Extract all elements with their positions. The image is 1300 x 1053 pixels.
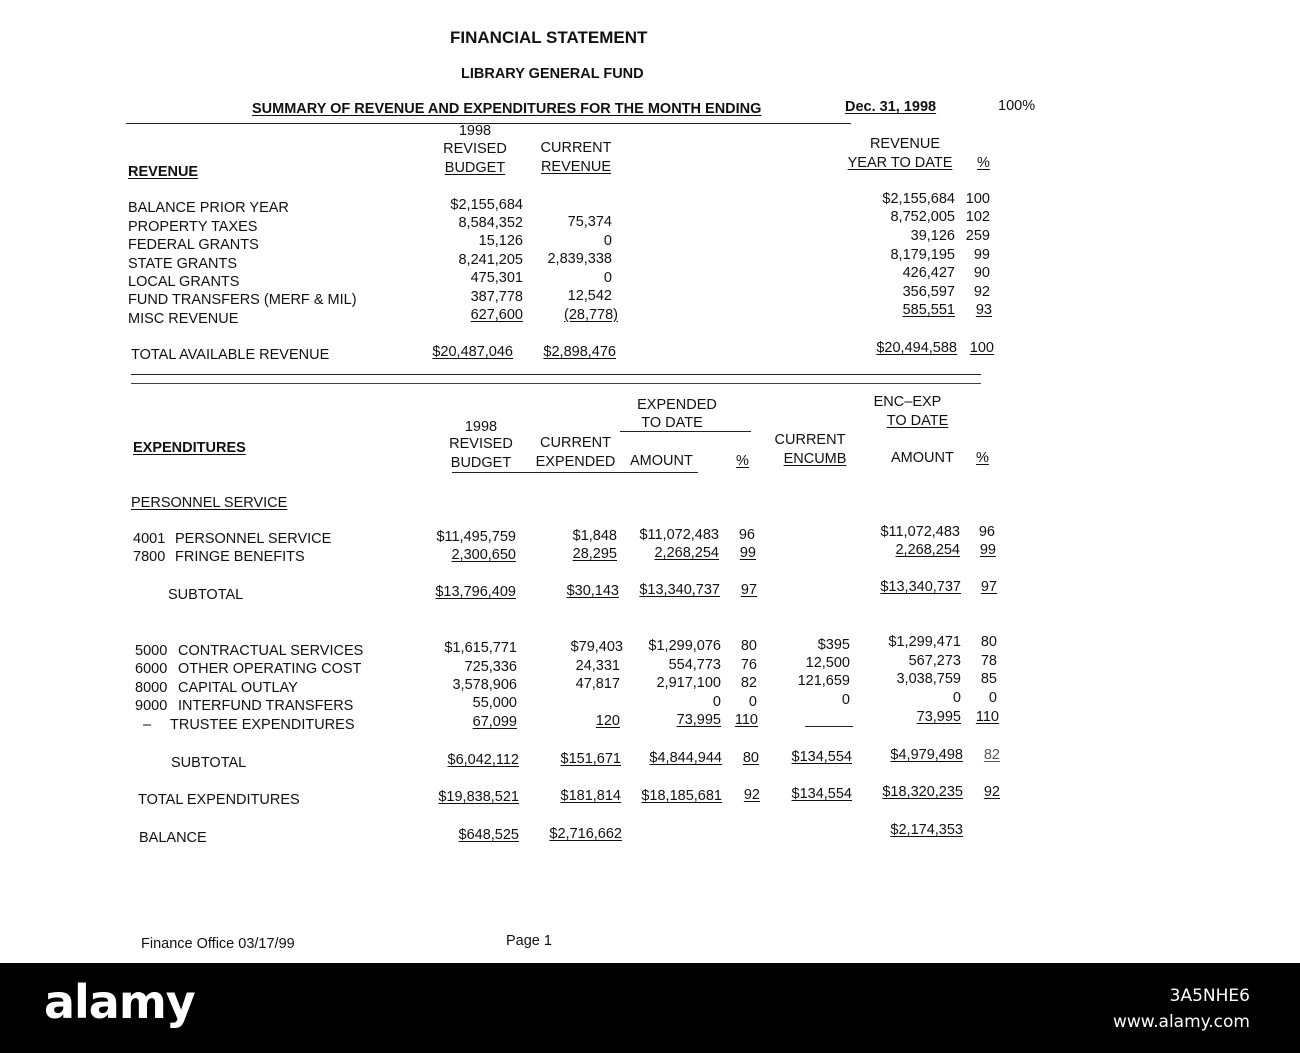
total-exp-budget: $19,838,521 — [438, 789, 519, 805]
exp-col-encpct: % — [976, 450, 989, 466]
balance-encamount: $2,174,353 — [890, 822, 963, 838]
exp-row-label: OTHER OPERATING COST — [178, 661, 362, 677]
exp-col-encumb-1: CURRENT — [774, 432, 846, 448]
rev-row-budget: 8,584,352 — [458, 215, 523, 231]
exp-row-encpct: 110 — [975, 709, 999, 725]
rev-row-label: FEDERAL GRANTS — [128, 237, 259, 253]
rev-row-ytd: 8,179,195 — [890, 247, 955, 263]
revenue-heading: REVENUE — [128, 164, 199, 180]
watermark-brand: alamy — [44, 975, 195, 1029]
rev-row-ytd: 8,752,005 — [890, 209, 955, 225]
total-exp-amount: $18,185,681 — [641, 788, 722, 804]
exp-row-budget: $11,495,759 — [436, 529, 516, 545]
exp-row-encpct: 96 — [978, 524, 995, 540]
rev-col-pct: % — [977, 155, 990, 171]
page-title: FINANCIAL STATEMENT — [450, 28, 648, 47]
rev-row-pct: 100 — [965, 191, 990, 207]
exp-col-encumb-2: ENCUMB — [783, 451, 847, 467]
rev-row-label: STATE GRANTS — [128, 256, 238, 272]
exp-row-budget: 67,099 — [472, 714, 517, 730]
exp-row-encpct: 99 — [979, 542, 996, 558]
rev-col-ytd-1: REVENUE — [869, 136, 941, 152]
rev-row-budget: 15,126 — [478, 233, 523, 249]
rev-total-current: $2,898,476 — [543, 344, 616, 360]
personnel-subtotal-amount: $13,340,737 — [639, 582, 720, 598]
rev-row-pct: 259 — [965, 228, 990, 244]
exp-header-rule — [452, 472, 698, 473]
rev-row-pct: 99 — [973, 247, 990, 263]
section-divider — [131, 374, 981, 375]
exp-row-encamount: $1,299,471 — [888, 634, 961, 650]
exp-row-current: 28,295 — [572, 546, 617, 562]
exp-row-code: – — [143, 717, 152, 733]
rev-col-budget-revised: REVISED — [443, 141, 507, 157]
personnel-subtotal-encpct: 97 — [980, 579, 997, 595]
exp-col-encexp-1: ENC–EXP — [873, 394, 942, 410]
exp-row-encpct: 85 — [980, 671, 997, 687]
rev-total-label: TOTAL AVAILABLE REVENUE — [131, 347, 330, 363]
exp-row-pct: 96 — [738, 527, 755, 543]
watermark-url: www.alamy.com — [1112, 1012, 1250, 1032]
exp-row-label: CAPITAL OUTLAY — [178, 680, 298, 696]
exp-row-encumb: 0 — [841, 692, 850, 708]
exp-row-code: 7800 — [133, 549, 166, 565]
rev-row-current: (28,778) — [563, 307, 618, 323]
total-exp-encpct: 92 — [983, 784, 1000, 800]
exp-col-encamount: AMOUNT — [891, 450, 954, 466]
rev-row-label: MISC REVENUE — [128, 311, 239, 327]
rev-total-ytd: $20,494,588 — [876, 340, 957, 356]
total-exp-current: $181,814 — [560, 788, 621, 804]
exp-row-budget: $1,615,771 — [444, 640, 517, 656]
total-exp-pct: 92 — [743, 787, 760, 803]
exp-col-encexp-2: TO DATE — [886, 413, 949, 429]
exp-row-code: 4001 — [133, 531, 166, 547]
rev-total-pct: 100 — [969, 340, 994, 356]
exp-row-pct: 82 — [740, 675, 757, 691]
exp-row-budget: 55,000 — [472, 695, 517, 711]
expenditures-heading: EXPENDITURES — [133, 440, 246, 456]
exp-row-pct: 76 — [740, 657, 757, 673]
watermark-band — [0, 963, 1300, 1053]
rev-row-ytd: 39,126 — [910, 228, 955, 244]
rev-row-budget: 627,600 — [470, 307, 523, 323]
personnel-subtotal-current: $30,143 — [566, 583, 619, 599]
personnel-heading: PERSONNEL SERVICE — [131, 495, 288, 511]
percent-elapsed: 100% — [998, 98, 1036, 114]
rev-row-ytd: 426,427 — [902, 265, 955, 281]
balance-label: BALANCE — [139, 830, 207, 846]
exp-row-encpct: 0 — [988, 690, 997, 706]
personnel-subtotal-budget: $13,796,409 — [435, 584, 516, 600]
exp-col-current-2: EXPENDED — [535, 454, 616, 470]
other-subtotal-budget: $6,042,112 — [447, 752, 519, 768]
exp-col-budget-label: BUDGET — [450, 455, 512, 471]
exp-row-amount: 2,268,254 — [654, 545, 719, 561]
exp-row-label: INTERFUND TRANSFERS — [178, 698, 354, 714]
balance-budget: $648,525 — [458, 827, 519, 843]
other-subtotal-encpct: 82 — [983, 747, 1000, 763]
footer-page: Page 1 — [506, 933, 552, 949]
total-exp-encamount: $18,320,235 — [882, 784, 963, 800]
rev-row-label: FUND TRANSFERS (MERF & MIL) — [128, 292, 357, 308]
exp-row-pct: 80 — [740, 638, 757, 654]
personnel-subtotal-encamount: $13,340,737 — [880, 579, 961, 595]
section-divider — [131, 383, 981, 384]
exp-row-encumb: 12,500 — [805, 655, 850, 671]
exp-row-current: 47,817 — [575, 676, 620, 692]
exp-row-amount: 554,773 — [668, 657, 721, 673]
rev-col-budget-label: BUDGET — [444, 160, 506, 176]
exp-row-budget: 3,578,906 — [452, 677, 517, 693]
exp-row-encamount: $11,072,483 — [880, 524, 960, 540]
exp-col-expended-1: EXPENDED — [637, 397, 717, 413]
balance-current: $2,716,662 — [549, 826, 622, 842]
exp-row-code: 8000 — [135, 680, 168, 696]
rev-col-ytd-2: YEAR TO DATE — [847, 155, 953, 171]
rev-row-ytd: $2,155,684 — [882, 191, 955, 207]
exp-row-encamount: 2,268,254 — [895, 542, 960, 558]
exp-row-label: TRUSTEE EXPENDITURES — [170, 717, 355, 733]
rev-row-pct: 92 — [973, 284, 990, 300]
other-subtotal-encamount: $4,979,498 — [890, 747, 963, 763]
rev-row-current: 12,542 — [567, 288, 612, 304]
expended-rule — [620, 431, 751, 432]
footer-office: Finance Office 03/17/99 — [141, 936, 295, 952]
exp-row-encumb: 121,659 — [797, 673, 850, 689]
exp-col-budget-revised: REVISED — [449, 436, 513, 452]
summary-title: SUMMARY OF REVENUE AND EXPENDITURES FOR THE MONTH ENDING — [252, 101, 762, 117]
exp-row-encpct: 80 — [980, 634, 997, 650]
exp-row-encamount: 0 — [952, 690, 961, 706]
rev-row-pct: 90 — [973, 265, 990, 281]
rev-col-current-2: REVENUE — [540, 159, 612, 175]
rev-total-budget: $20,487,046 — [432, 344, 513, 360]
total-expenditures-label: TOTAL EXPENDITURES — [138, 792, 300, 808]
exp-col-amount: AMOUNT — [630, 453, 693, 469]
fund-name: LIBRARY GENERAL FUND — [461, 66, 644, 82]
exp-row-encamount: 73,995 — [916, 709, 961, 725]
exp-row-code: 9000 — [135, 698, 168, 714]
rev-row-current: 0 — [603, 233, 612, 249]
other-subtotal-label: SUBTOTAL — [171, 755, 247, 771]
exp-row-encpct: 78 — [980, 653, 997, 669]
exp-row-budget: 2,300,650 — [451, 547, 516, 563]
exp-row-budget: 725,336 — [464, 659, 517, 675]
rev-row-label: BALANCE PRIOR YEAR — [128, 200, 289, 216]
rev-row-label: LOCAL GRANTS — [128, 274, 240, 290]
rev-row-current: 75,374 — [567, 214, 612, 230]
exp-row-current: 120 — [595, 713, 620, 729]
total-exp-encumb: $134,554 — [791, 786, 852, 802]
exp-row-label: FRINGE BENEFITS — [175, 549, 305, 565]
exp-row-amount: $11,072,483 — [639, 527, 719, 543]
rev-row-budget: 475,301 — [470, 270, 523, 286]
exp-row-encamount: 3,038,759 — [896, 671, 961, 687]
exp-row-encumb: $395 — [817, 637, 850, 653]
other-subtotal-pct: 80 — [742, 750, 759, 766]
exp-col-budget-year: 1998 — [464, 419, 498, 435]
exp-row-label: PERSONNEL SERVICE — [175, 531, 332, 547]
rev-row-budget: 8,241,205 — [458, 252, 523, 268]
exp-row-amount: 2,917,100 — [656, 675, 721, 691]
encumb-blank-rule — [805, 726, 853, 727]
other-subtotal-amount: $4,844,944 — [649, 750, 722, 766]
exp-row-pct: 110 — [734, 712, 758, 728]
rev-row-ytd: 585,551 — [902, 302, 955, 318]
rev-col-budget-year: 1998 — [458, 123, 492, 139]
exp-row-pct: 0 — [748, 694, 757, 710]
rev-row-budget: $2,155,684 — [450, 197, 523, 213]
rev-row-budget: 387,778 — [470, 289, 523, 305]
exp-row-code: 5000 — [135, 643, 168, 659]
exp-col-expended-2: TO DATE — [641, 415, 703, 431]
other-subtotal-encumb: $134,554 — [791, 749, 852, 765]
exp-row-current: 24,331 — [575, 658, 620, 674]
exp-row-encamount: 567,273 — [908, 653, 961, 669]
exp-row-amount: 0 — [712, 694, 721, 710]
rev-row-current: 2,839,338 — [547, 251, 612, 267]
exp-row-amount: 73,995 — [676, 712, 721, 728]
other-subtotal-current: $151,671 — [560, 751, 621, 767]
statement-date: Dec. 31, 1998 — [845, 99, 937, 115]
exp-row-current: $79,403 — [570, 639, 623, 655]
exp-row-amount: $1,299,076 — [648, 638, 721, 654]
personnel-subtotal-label: SUBTOTAL — [168, 587, 244, 603]
rev-row-pct: 93 — [975, 302, 992, 318]
watermark-code: 3A5NHE6 — [1169, 986, 1250, 1006]
exp-col-pct: % — [736, 453, 749, 469]
rev-col-current-1: CURRENT — [540, 140, 612, 156]
exp-col-current-1: CURRENT — [540, 435, 611, 451]
rev-row-pct: 102 — [965, 209, 990, 225]
exp-row-code: 6000 — [135, 661, 168, 677]
exp-row-label: CONTRACTUAL SERVICES — [178, 643, 364, 659]
rev-row-label: PROPERTY TAXES — [128, 219, 258, 235]
rev-row-ytd: 356,597 — [902, 284, 955, 300]
rev-row-current: 0 — [603, 270, 612, 286]
exp-row-pct: 99 — [739, 545, 756, 561]
personnel-subtotal-pct: 97 — [740, 582, 757, 598]
exp-row-current: $1,848 — [572, 528, 617, 544]
